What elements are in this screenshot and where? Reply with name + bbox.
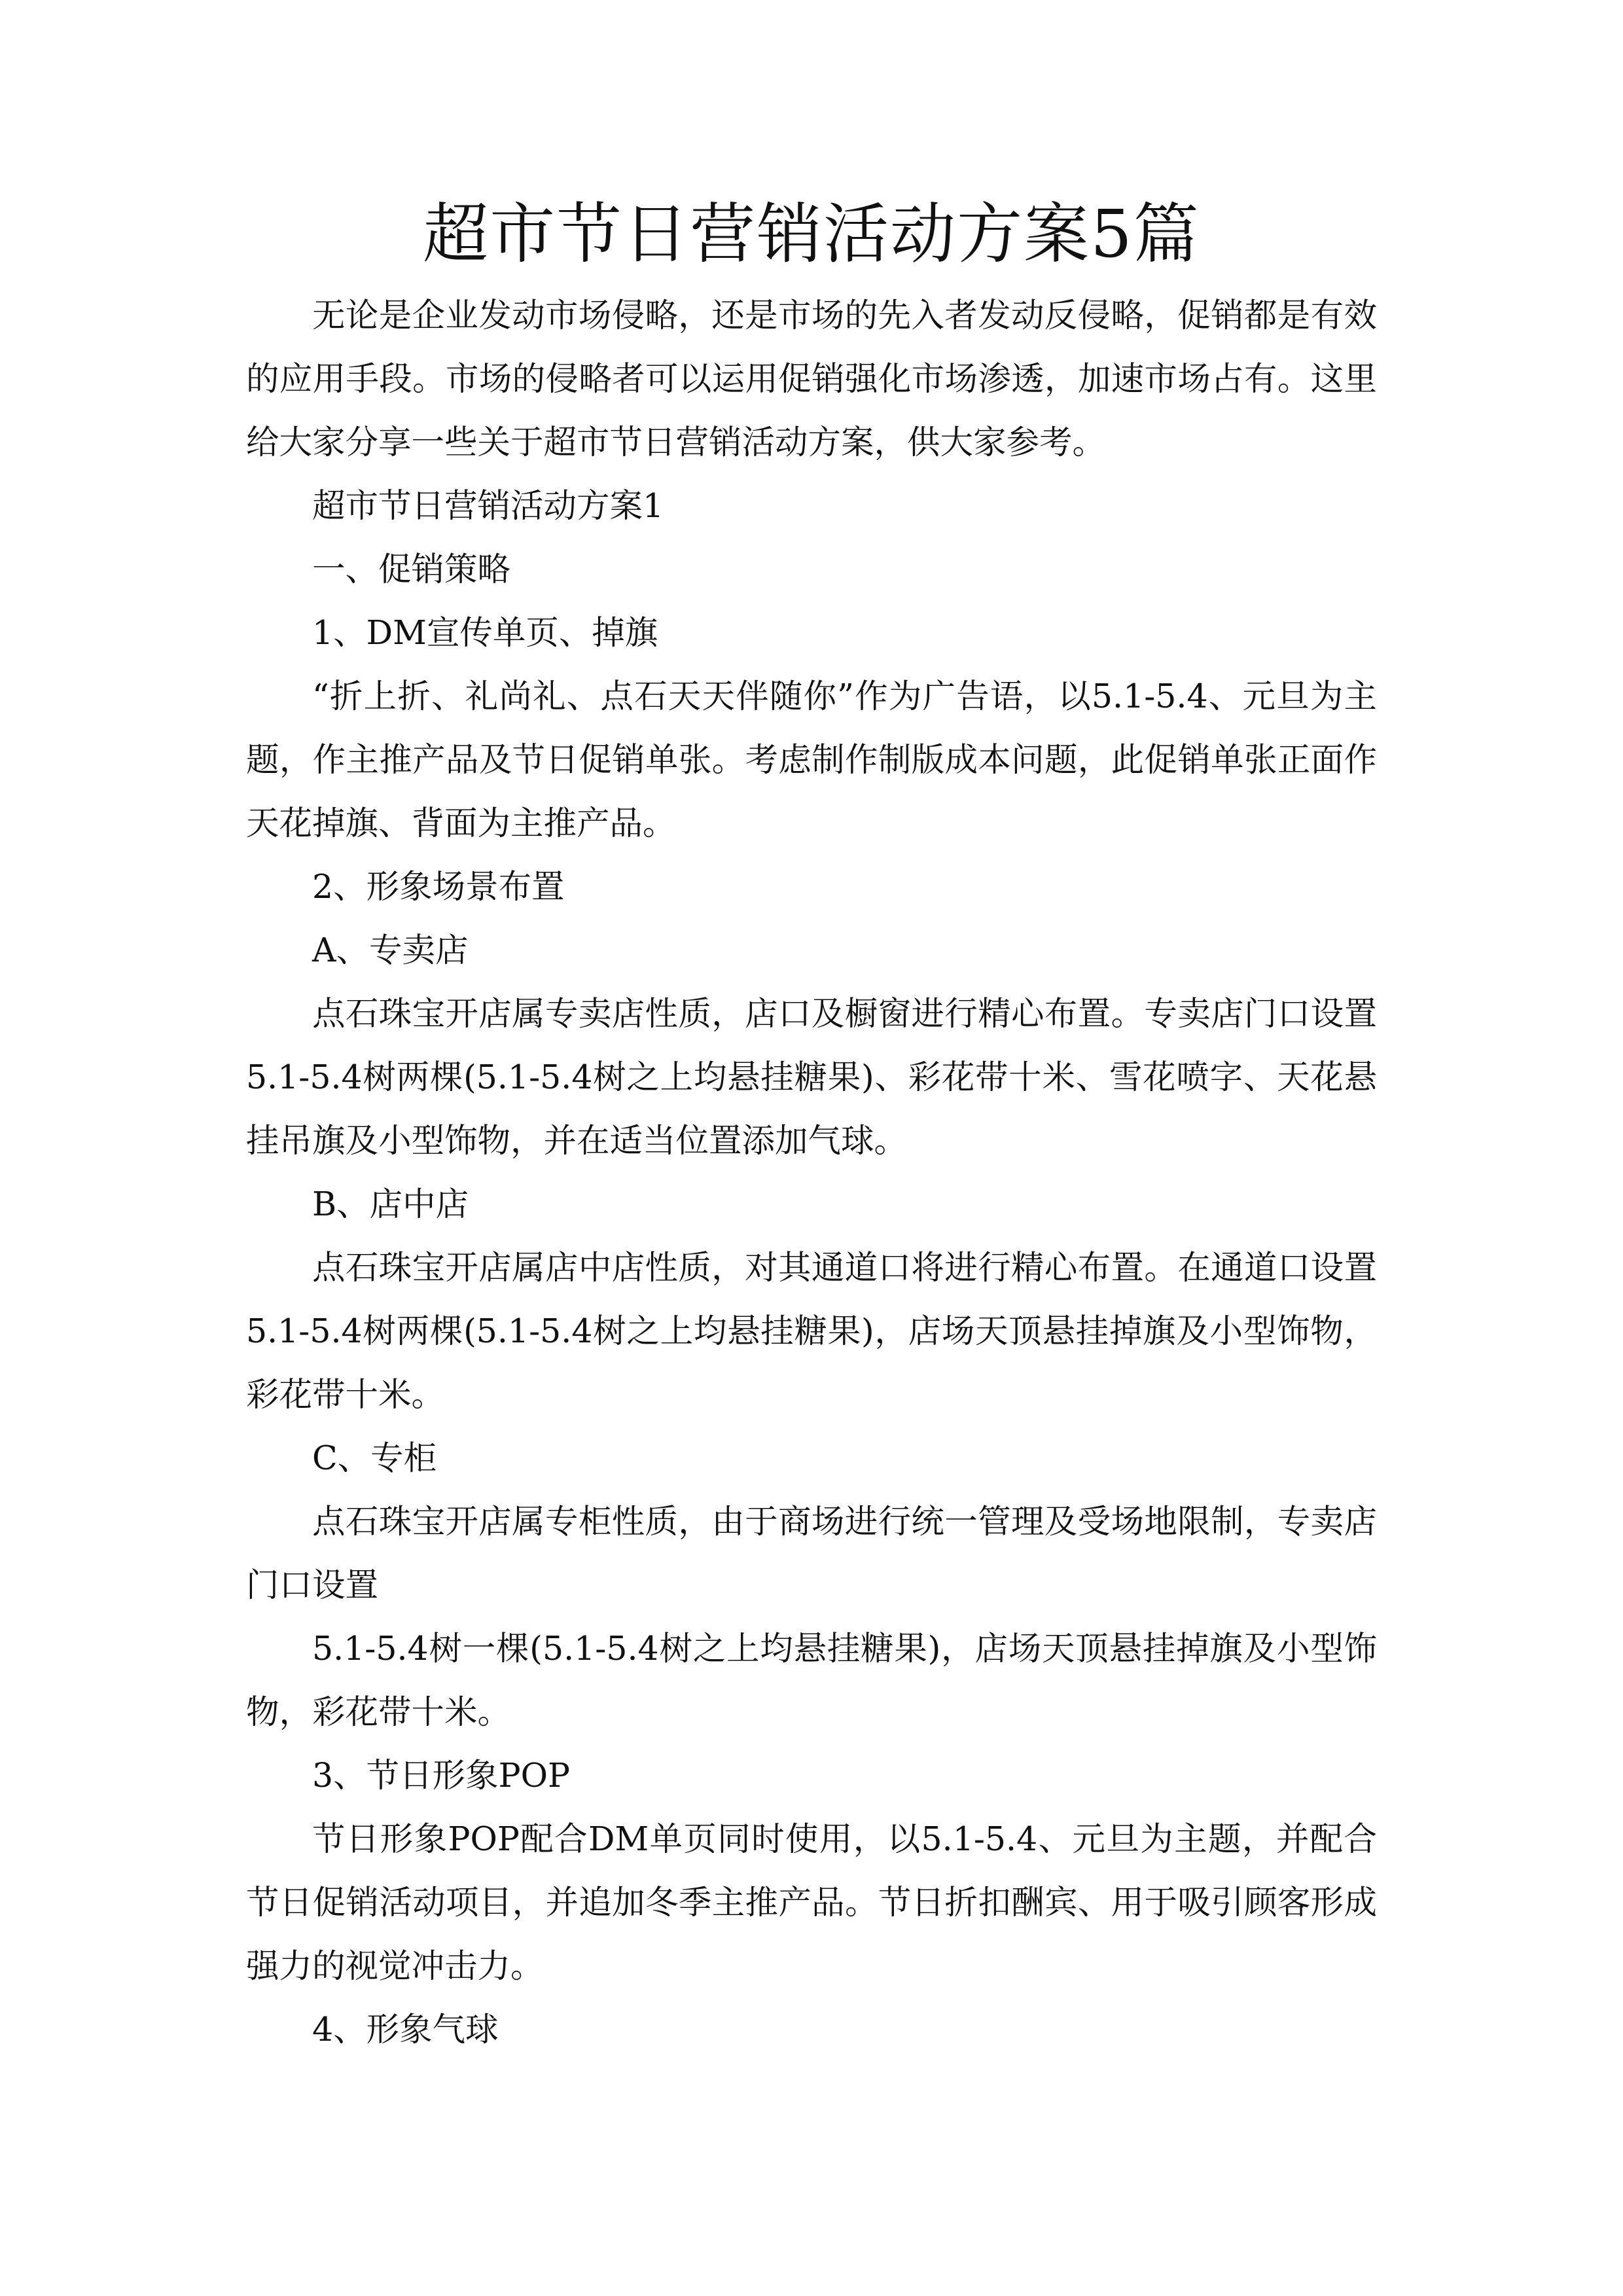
document-title: 超市节日营销活动方案5篇 (423, 196, 1200, 272)
paragraph: 点石珠宝开店属专卖店性质，店口及橱窗进行精心布置。专卖店门口设置5.1-5.4树两棵(5.1-5.4树之上均悬挂糖果)、彩花带十米、雪花喷字、天花悬挂吊旗及小型饰物，并在适当位置添加气球。 (246, 994, 1377, 1160)
subsection-heading: C、专柜 (312, 1439, 437, 1477)
document-body (246, 283, 1377, 2061)
subsection-heading: 1、DM宣传单页、掉旗 (312, 613, 658, 652)
paragraph: 点石珠宝开店属店中店性质，对其通道口将进行精心布置。在通道口设置5.1-5.4树两棵(5.1-5.4树之上均悬挂糖果)，店场天顶悬挂掉旗及小型饰物，彩花带十米。 (246, 1248, 1377, 1414)
paragraph: 节日形象POP配合DM单页同时使用，以5.1-5.4、元旦为主题，并配合节日促销活动项目，并追加冬季主推产品。节日折扣酬宾、用于吸引顾客形成强力的视觉冲击力。 (246, 1820, 1377, 1985)
subsection-heading: 4、形象气球 (312, 2010, 499, 2049)
subsection-heading: A、专卖店 (312, 931, 469, 969)
paragraph: 点石珠宝开店属专柜性质，由于商场进行统一管理及受场地限制，专卖店门口设置 (246, 1502, 1377, 1604)
subsection-heading: B、店中店 (312, 1185, 469, 1223)
intro-paragraph: 无论是企业发动市场侵略，还是市场的先入者发动反侵略，促销都是有效的应用手段。市场的侵略者可以运用促销强化市场渗透，加速市场占有。这里给大家分享一些关于超市节日营销活动方案，供大家参考。 (246, 296, 1377, 461)
subsection-heading: 3、节日形象POP (312, 1756, 570, 1795)
paragraph: “折上折、礼尚礼、点石天天伴随你”作为广告语，以5.1-5.4、元旦为主题，作主推产品及节日促销单张。考虑制作制版成本问题，此促销单张正面作天花掉旗、背面为主推产品。 (246, 677, 1377, 842)
section-heading: 一、促销策略 (312, 550, 510, 588)
paragraph: 5.1-5.4树一棵(5.1-5.4树之上均悬挂糖果)，店场天顶悬挂掉旗及小型饰物，彩花带十米。 (246, 1629, 1377, 1731)
subsection-heading: 2、形象场景布置 (312, 867, 565, 906)
section-heading: 超市节日营销活动方案1 (312, 486, 664, 525)
